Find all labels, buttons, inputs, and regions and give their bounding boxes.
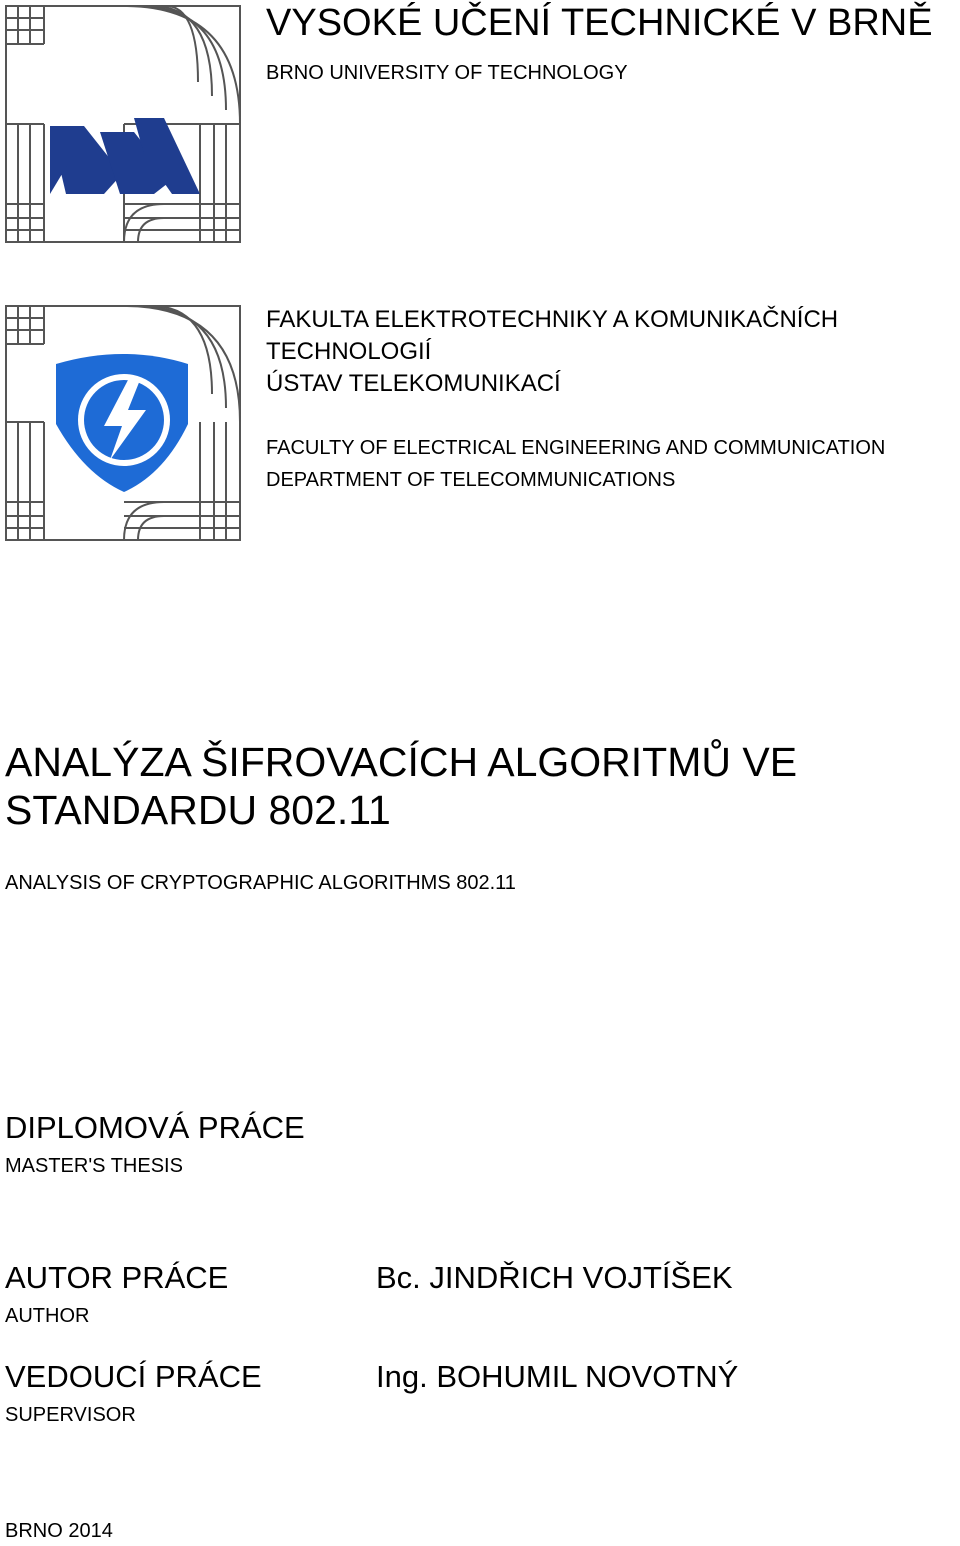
university-name-cz: VYSOKÉ UČENÍ TECHNICKÉ V BRNĚ: [266, 2, 933, 44]
fekt-logo-icon: [4, 304, 242, 542]
faculty-line1-cz: FAKULTA ELEKTROTECHNIKY A KOMUNIKAČNÍCH TECHNOLOGIÍ: [266, 306, 839, 365]
thesis-title-en: ANALYSIS OF CRYPTOGRAPHIC ALGORITHMS 802.11: [5, 872, 516, 894]
vut-logo-icon: [4, 4, 242, 244]
faculty-line2-en: DEPARTMENT OF TELECOMMUNICATIONS: [266, 469, 676, 491]
author-label-en: AUTHOR: [5, 1305, 90, 1327]
university-logo: [4, 4, 242, 244]
thesis-type-cz: DIPLOMOVÁ PRÁCE: [5, 1110, 305, 1145]
faculty-name-cz: [266, 304, 926, 400]
university-name-en: BRNO UNIVERSITY OF TECHNOLOGY: [266, 62, 628, 84]
place-year: BRNO 2014: [5, 1520, 113, 1542]
supervisor-name: Ing. BOHUMIL NOVOTNÝ: [376, 1359, 739, 1394]
author-label-cz: AUTOR PRÁCE: [5, 1260, 229, 1295]
faculty-name-en: [266, 432, 956, 496]
thesis-type-en: MASTER'S THESIS: [5, 1155, 183, 1177]
faculty-line2-cz: ÚSTAV TELEKOMUNIKACÍ: [266, 370, 561, 397]
supervisor-label-cz: VEDOUCÍ PRÁCE: [5, 1359, 262, 1394]
thesis-title-cz: ANALÝZA ŠIFROVACÍCH ALGORITMŮ VE STANDARDU 802.11: [5, 739, 798, 833]
author-name: Bc. JINDŘICH VOJTÍŠEK: [376, 1260, 733, 1295]
faculty-logo: [4, 304, 242, 542]
supervisor-label-en: SUPERVISOR: [5, 1404, 136, 1426]
faculty-line1-en: FACULTY OF ELECTRICAL ENGINEERING AND COMMUNICATION: [266, 437, 886, 459]
